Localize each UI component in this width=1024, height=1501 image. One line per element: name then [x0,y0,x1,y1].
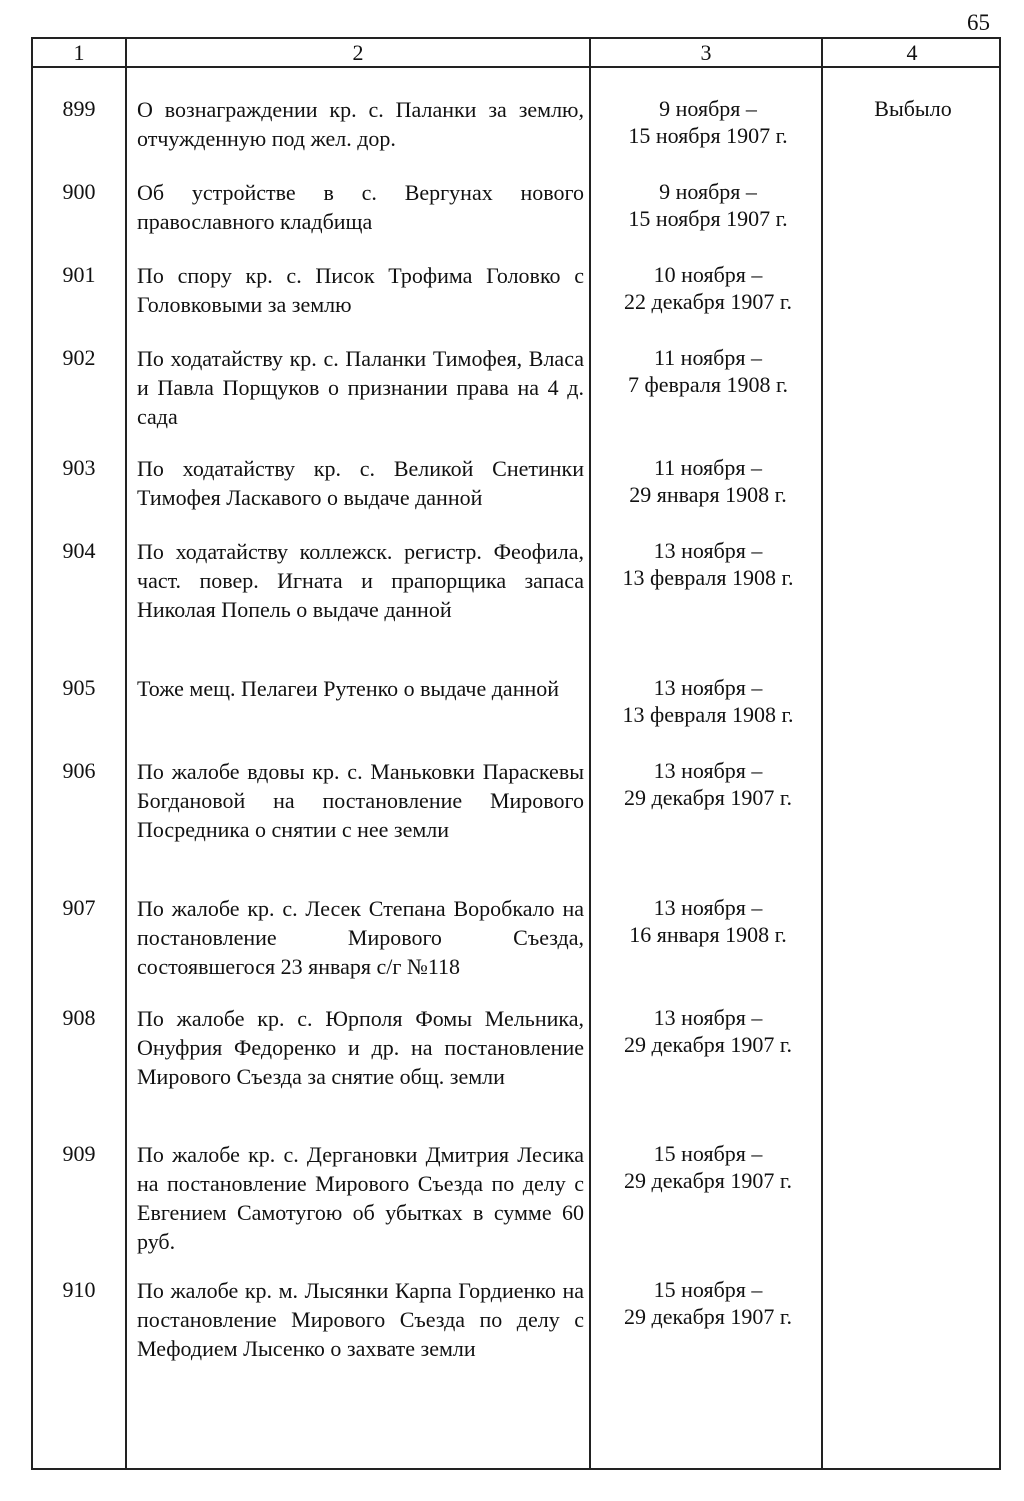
case-dates [593,1004,823,1058]
case-number: 901 [62,262,96,287]
date-start: 13 ноября – [653,758,763,783]
case-title: По ходатайству кр. с. Великой Снетинки Тимофея Ласкавого о выдаче данной [137,456,584,510]
page-number: 65 [967,10,990,35]
case-number: 907 [62,895,96,920]
date-end: 15 ноября 1907 г. [628,123,788,148]
column-header-2: 2 [352,40,364,65]
date-start: 15 ноября – [653,1141,763,1166]
date-end: 29 декабря 1907 г. [624,1032,792,1057]
date-start: 9 ноября – [659,179,757,204]
case-dates [593,1276,823,1330]
column-header-4: 4 [906,40,918,65]
column-header-3: 3 [700,40,712,65]
column-divider [125,39,127,1468]
case-note: Выбыло [874,96,952,121]
case-dates [593,261,823,315]
case-title: Об устройстве в с. Вергунах нового православного кладбища [137,180,584,234]
case-title: О вознаграждении кр. с. Паланки за землю, отчужденную под жел. дор. [137,97,584,151]
case-title: Тоже мещ. Пелагеи Рутенко о выдаче данной [137,676,560,701]
register-table [31,37,1001,1470]
case-number: 909 [62,1141,96,1166]
date-start: 13 ноября – [653,895,763,920]
date-end: 16 января 1908 г. [629,922,787,947]
case-number: 904 [62,538,96,563]
date-end: 13 февраля 1908 г. [622,702,794,727]
date-start: 11 ноября – [654,455,762,480]
date-end: 7 февраля 1908 г. [627,372,788,397]
date-start: 10 ноября – [653,262,763,287]
case-title: По ходатайству коллежск. регистр. Феофила, част. повер. Игната и прапорщика запаса Николая Попель о выдаче данной [137,539,584,622]
case-dates [593,674,823,728]
date-end: 15 ноября 1907 г. [628,206,788,231]
case-number: 903 [62,455,96,480]
case-dates [593,178,823,232]
case-number: 899 [62,96,96,121]
case-number: 902 [62,345,96,370]
case-dates [593,894,823,948]
date-end: 29 декабря 1907 г. [624,1168,792,1193]
case-number: 910 [62,1277,96,1302]
header-row [33,39,999,68]
case-dates [593,95,823,149]
date-start: 13 ноября – [653,538,763,563]
case-number: 908 [62,1005,96,1030]
case-title: По жалобе кр. с. Лесек Степана Воробкало на постановление Мирового Съезда, состоявшегося 23 января с/г №118 [137,896,584,979]
date-start: 15 ноября – [653,1277,763,1302]
date-start: 9 ноября – [659,96,757,121]
case-title: По жалобе кр. м. Лысянки Карпа Гордиенко на постановление Мирового Съезда по делу с Мефодием Лысенко о захвате земли [137,1278,584,1361]
date-end: 29 января 1908 г. [629,482,787,507]
case-number: 906 [62,758,96,783]
case-title: По ходатайству кр. с. Паланки Тимофея, Власа и Павла Порщуков о признании права на 4 д. сада [137,346,584,429]
date-start: 13 ноября – [653,675,763,700]
case-dates [593,344,823,398]
case-title: По жалобе вдовы кр. с. Маньковки Параскевы Богдановой на постановление Мирового Посредника о снятии с нее земли [137,759,584,842]
date-end: 29 декабря 1907 г. [624,1304,792,1329]
column-divider [821,39,823,1468]
column-header-1: 1 [73,40,85,65]
case-dates [593,757,823,811]
column-divider [589,39,591,1468]
case-dates [593,537,823,591]
date-start: 13 ноября – [653,1005,763,1030]
date-end: 13 февраля 1908 г. [622,565,794,590]
case-dates [593,454,823,508]
case-title: По жалобе кр. с. Дергановки Дмитрия Лесика на постановление Мирового Съезда по делу с Евгением Самотугою об убытках в сумме 60 руб. [137,1142,584,1254]
case-title: По спору кр. с. Писок Трофима Головко с Головковыми за землю [137,263,584,317]
case-number: 905 [62,675,96,700]
date-end: 29 декабря 1907 г. [624,785,792,810]
date-start: 11 ноября – [654,345,762,370]
date-end: 22 декабря 1907 г. [624,289,792,314]
case-title: По жалобе кр. с. Юрполя Фомы Мельника, Онуфрия Федоренко и др. на постановление Мирового Съезда за снятие общ. земли [137,1006,584,1089]
case-dates [593,1140,823,1194]
case-number: 900 [62,179,96,204]
